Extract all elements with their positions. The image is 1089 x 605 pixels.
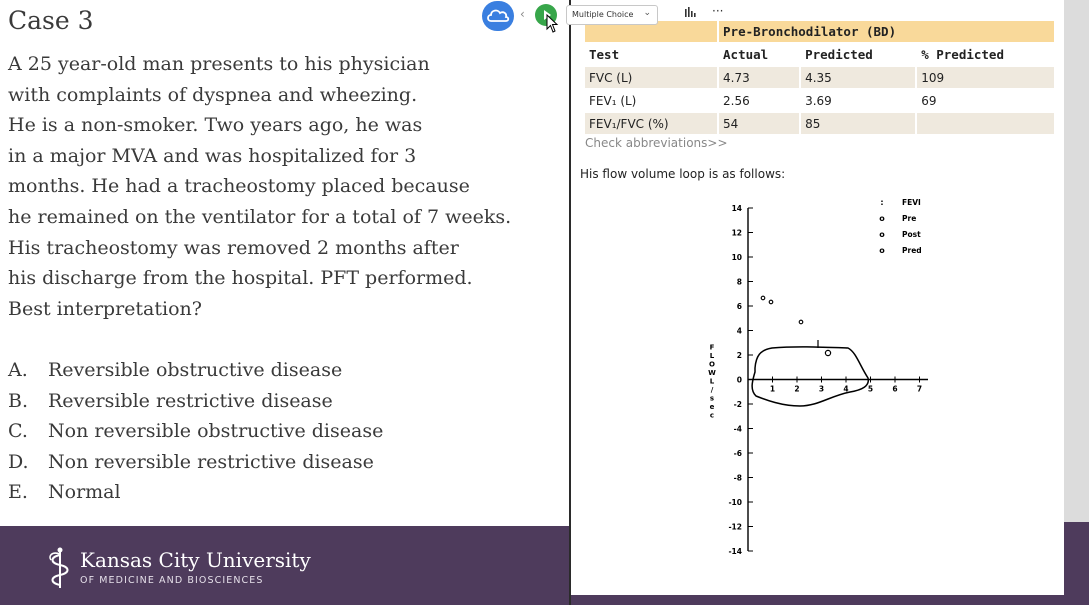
predicted-point	[769, 300, 773, 304]
option-text: Reversible restrictive disease	[48, 389, 333, 412]
y-axis-label-char: e	[709, 403, 715, 411]
x-tick-label: 5	[867, 384, 874, 394]
col-test: Test	[585, 44, 717, 65]
pft-header-label: Pre-Bronchodilator (BD)	[719, 21, 1054, 42]
pre-marker	[825, 350, 830, 355]
university-subtitle: OF MEDICINE AND BIOSCIENCES	[80, 575, 264, 586]
x-tick-label: 3	[818, 384, 825, 394]
window-edge-footer	[1064, 522, 1089, 605]
y-tick-label: 10	[731, 253, 742, 262]
case-line: in a major MVA and was hospitalized for 3	[8, 144, 417, 167]
predicted-point	[799, 320, 803, 324]
y-tick-label: 8	[736, 277, 742, 287]
cloud-button[interactable]	[482, 1, 514, 31]
window-edge	[1064, 0, 1089, 605]
case-line: his discharge from the hospital. PFT performed.	[8, 267, 473, 290]
y-tick-label: -10	[728, 498, 742, 507]
legend-marker: o	[879, 246, 885, 255]
y-axis-label-char: O	[709, 360, 715, 369]
table-row	[585, 67, 1054, 88]
x-tick-label: 1	[769, 384, 776, 394]
flow-loop-caption: His flow volume loop is as follows:	[580, 167, 786, 181]
option-text: Reversible obstructive disease	[48, 359, 343, 381]
y-tick-label: 12	[731, 228, 742, 238]
flow-loop-curve	[752, 347, 868, 406]
y-axis-label-char: s	[709, 394, 715, 403]
cell-pct: 69	[917, 90, 1054, 111]
cloud-icon	[482, 1, 514, 31]
answer-options	[8, 355, 383, 508]
question-type-select[interactable]	[566, 5, 658, 25]
cell-test: FVC (L)	[585, 67, 717, 88]
answer-option-c[interactable]	[8, 416, 383, 447]
option-text: Non reversible obstructive disease	[48, 420, 384, 443]
cell-pct	[917, 113, 1054, 134]
legend-label: Pred	[902, 246, 922, 255]
y-axis-label-char: L	[709, 377, 715, 386]
chevron-down-icon: ⌄	[643, 8, 651, 18]
col-actual: Actual	[719, 44, 799, 65]
option-letter: E.	[8, 481, 28, 504]
case-line: he remained on the ventilator for a total of 7 weeks.	[8, 205, 512, 228]
y-tick-label: -4	[733, 424, 742, 434]
legend-marker: o	[879, 214, 885, 223]
answer-option-d[interactable]	[8, 447, 383, 478]
cell-test: FEV₁ (L)	[585, 90, 717, 111]
legend-marker: o	[879, 230, 885, 239]
case-line: with complaints of dyspnea and wheezing.	[8, 83, 418, 106]
x-tick-label: 2	[794, 384, 800, 394]
y-tick-label: -2	[733, 400, 742, 409]
y-tick-label: -14	[728, 547, 742, 556]
y-axis-label-char: F	[709, 343, 715, 352]
cell-pct: 109	[917, 67, 1054, 88]
presenter-toolbar	[480, 0, 730, 32]
x-tick-label: 4	[843, 384, 849, 394]
legend-label: Pre	[902, 214, 917, 223]
bar-chart-icon[interactable]	[684, 6, 696, 21]
case-line: He is a non-smoker. Two years ago, he was	[8, 114, 423, 137]
case-line: His tracheostomy was removed 2 months after	[8, 236, 459, 259]
y-axis-label-char: L	[709, 352, 715, 360]
legend-marker: :	[880, 198, 884, 207]
option-text: Non reversible restrictive disease	[48, 450, 374, 473]
case-title: Case 3	[8, 6, 94, 35]
answer-option-a[interactable]	[8, 355, 383, 386]
predicted-point	[761, 296, 765, 300]
caduceus-logo-icon	[46, 546, 74, 590]
flow-volume-loop	[700, 190, 940, 560]
panel-footer-strip	[571, 595, 1064, 605]
option-text: Normal	[48, 481, 121, 504]
answer-option-e[interactable]	[8, 477, 383, 508]
y-tick-label: 6	[736, 302, 742, 311]
legend-label: Post	[902, 230, 921, 239]
option-letter: D.	[8, 450, 29, 473]
legend-label: FEVI	[902, 198, 921, 207]
col-predicted: Predicted	[801, 44, 915, 65]
university-name: Kansas City University	[80, 548, 311, 572]
cell-actual: 4.73	[719, 67, 799, 88]
x-tick-label: 7	[916, 384, 923, 394]
x-tick-label: 6	[892, 384, 898, 394]
cell-predicted: 3.69	[801, 90, 915, 111]
check-abbreviations-link[interactable]: Check abbreviations>>	[585, 136, 728, 150]
y-tick-label: 4	[736, 326, 742, 336]
table-row	[585, 90, 1054, 111]
chevron-left-icon[interactable]: ‹	[520, 7, 525, 21]
case-stem	[8, 49, 548, 324]
col-pct-predicted: % Predicted	[917, 44, 1054, 65]
cell-actual: 2.56	[719, 90, 799, 111]
y-tick-label: -12	[728, 522, 742, 532]
cell-actual: 54	[719, 113, 799, 134]
option-letter: B.	[8, 389, 29, 412]
pft-table	[583, 19, 1056, 136]
case-line: Best interpretation?	[8, 297, 202, 320]
table-row	[585, 113, 1054, 134]
y-tick-label: 14	[731, 204, 742, 213]
y-tick-label: -6	[733, 449, 742, 458]
pft-column-headers	[585, 44, 1054, 65]
y-tick-label: -8	[733, 473, 742, 483]
y-axis-label-char: c	[709, 411, 715, 420]
case-line: months. He had a tracheostomy placed because	[8, 175, 470, 198]
case-line: A 25 year-old man presents to his physician	[8, 53, 430, 75]
mouse-cursor-icon	[546, 14, 560, 34]
question-type-value: Multiple Choice	[572, 10, 634, 19]
y-axis-label-char: W	[708, 369, 716, 377]
option-letter: A.	[8, 359, 28, 381]
cell-predicted: 85	[801, 113, 915, 134]
answer-option-b[interactable]	[8, 386, 383, 417]
more-options-icon[interactable]: ···	[712, 4, 724, 18]
y-tick-label: 2	[736, 351, 742, 360]
cell-predicted: 4.35	[801, 67, 915, 88]
y-axis-label-char: /	[710, 386, 714, 394]
option-letter: C.	[8, 420, 28, 443]
y-tick-label: 0	[736, 375, 742, 385]
bar-chart-glyph	[684, 6, 696, 18]
cell-test: FEV₁/FVC (%)	[585, 113, 717, 134]
